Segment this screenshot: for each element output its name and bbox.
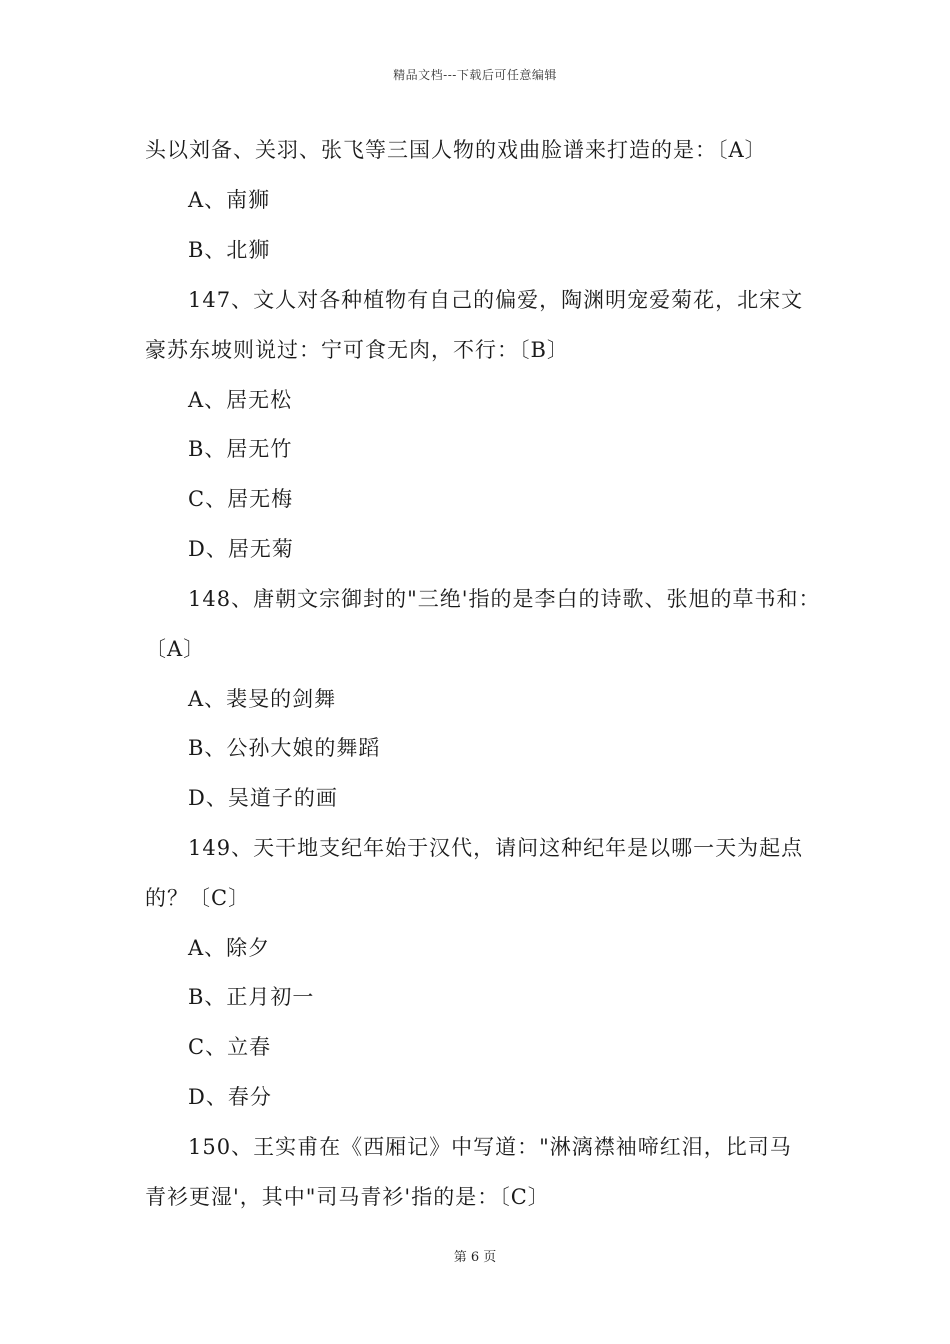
- option-d: D、吴道子的画: [188, 786, 338, 810]
- option-d: D、居无菊: [188, 537, 294, 561]
- question-147: 147、文人对各种植物有自己的偏爱，陶渊明宠爱菊花，北宋文: [188, 288, 804, 312]
- option-b: B、正月初一: [188, 985, 315, 1009]
- option-c: C、居无梅: [188, 487, 294, 511]
- option-d: D、春分: [188, 1085, 272, 1109]
- option-b: B、北狮: [188, 238, 271, 262]
- question-149-continuation: 的？〔C〕: [145, 886, 251, 910]
- option-b: B、居无竹: [188, 437, 293, 461]
- option-a: A、裴旻的剑舞: [188, 687, 337, 711]
- option-a: A、除夕: [188, 936, 271, 960]
- option-b: B、公孙大娘的舞蹈: [188, 736, 381, 760]
- question-146-continuation: 头以刘备、关羽、张飞等三国人物的戏曲脸谱来打造的是：〔A〕: [145, 138, 767, 162]
- page-header: 精品文档---下载后可任意编辑: [393, 68, 557, 82]
- option-a: A、南狮: [188, 188, 271, 212]
- question-147-continuation: 豪苏东坡则说过：宁可食无肉，不行：〔B〕: [145, 338, 569, 362]
- option-a: A、居无松: [188, 388, 293, 412]
- question-148: 148、唐朝文宗御封的"三绝'指的是李白的诗歌、张旭的草书和：: [188, 587, 821, 611]
- page-number: 第 6 页: [453, 1250, 497, 1265]
- question-149: 149、天干地支纪年始于汉代，请问这种纪年是以哪一天为起点: [188, 836, 804, 860]
- question-148-continuation: 〔A〕: [145, 637, 206, 661]
- question-150: 150、王实甫在《西厢记》中写道："淋漓襟袖啼红泪，比司马: [188, 1135, 792, 1159]
- option-c: C、立春: [188, 1035, 272, 1059]
- question-150-continuation: 青衫更湿'，其中"司马青衫'指的是：〔C〕: [145, 1185, 550, 1209]
